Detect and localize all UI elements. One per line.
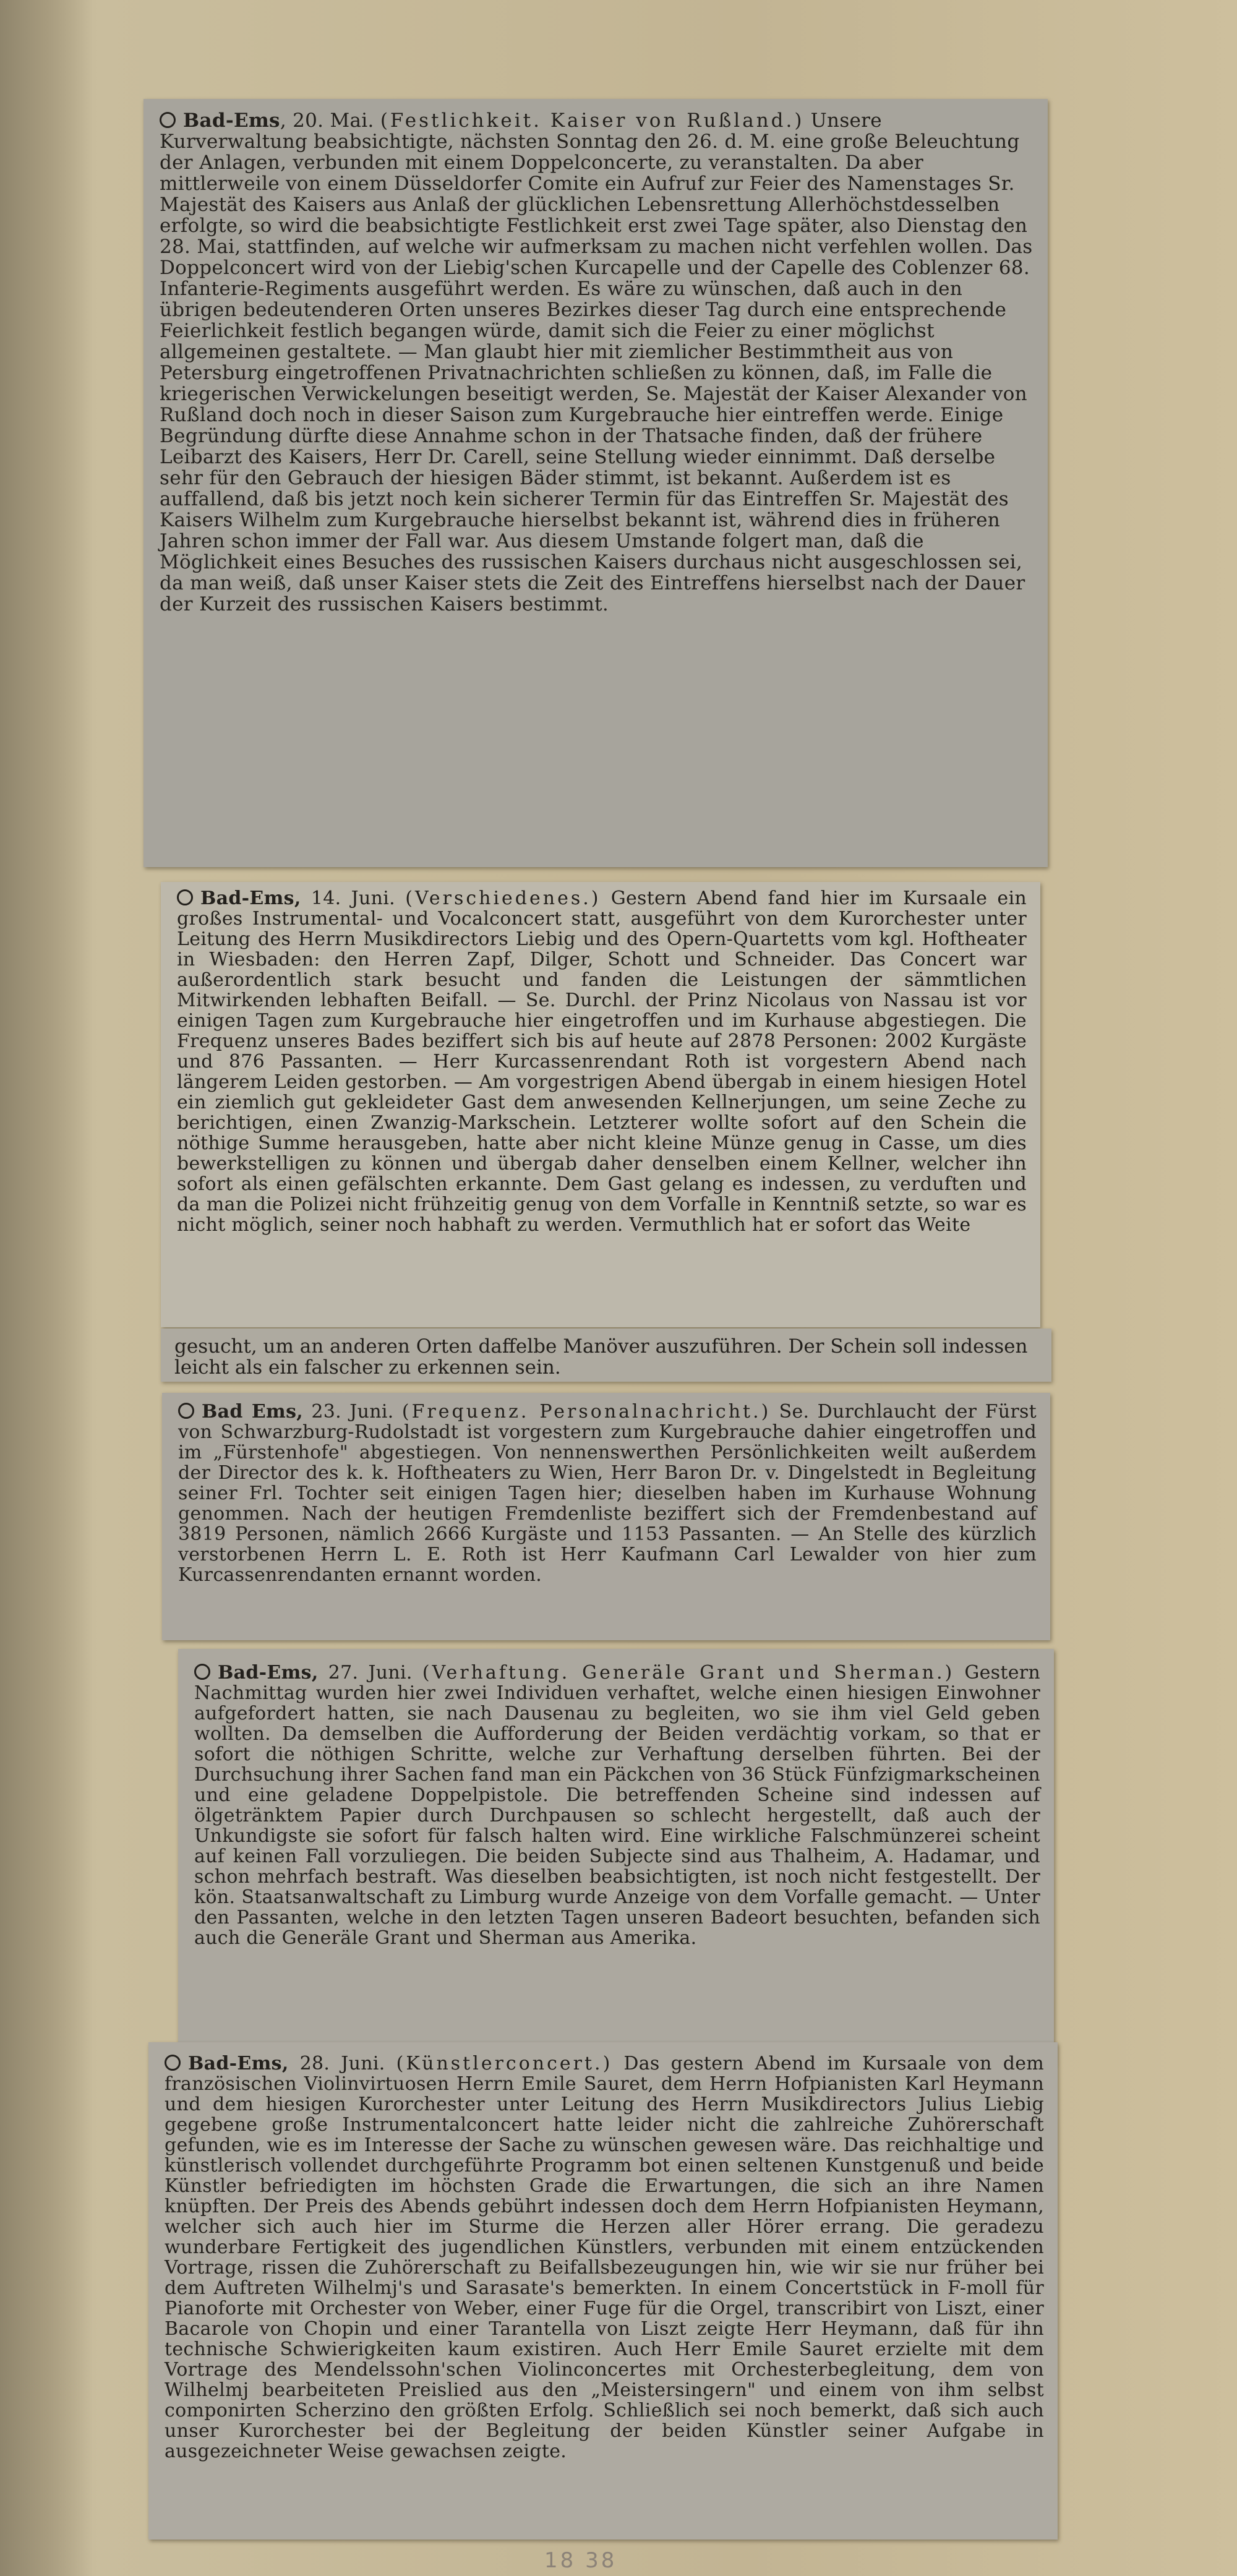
article-topic: (Frequenz. Personalnachricht.) (401, 1401, 771, 1423)
article-date: 27. Juni. (328, 1662, 413, 1684)
article-text (177, 888, 1027, 1235)
article-date: 20. Mai. (293, 109, 374, 132)
article-body: Das gestern Abend im Kursaale von dem französischen Violinvirtuosen Herrn Emile Sauret, dem Herrn Hofpianisten Karl Heymann und dem hiesigen Kurorchester unter Leitung des Herrn Musikdirectors Julius Liebig gegebene große Instrumentalconcert hatte leider nicht die zahlreiche Zuhörerschaft gefunden, wie es im Interesse der Sache zu wünschen gewesen wäre. Das reichhaltige und künstlerisch vollendet durchgeführte Programm bot einen seltenen Kunstgenuß und beide Künstler befriedigten im höchsten Grade die Erwartungen, die sich an ihre Namen knüpften. Der Preis des Abends gebührt indessen doch dem Herrn Hofpianisten Heymann, welcher sich auch hier im Sturme die Herzen aller Hörer errang. Die geradezu wunderbare Fertigkeit des jugendlichen Künstlers, verbunden mit einem entzückenden Vortrage, rissen die Zuhörerschaft zu Beifallsbezeugungen hin, wie wir sie nur früher bei dem Auftreten Wilhelmj's und Sarasate's bemerkten. In einem Concertstück in F-moll für Pianoforte mit Orchester von Weber, einer Fuge für die Orgel, transcribirt von Liszt, einer Bacarole von Chopin und einer Tarantella von Liszt zeigte Herr Heymann, daß für ihn technische Schwierigkeiten kaum existiren. Auch Herr Emile Sauret erzielte mit dem Vortrage des Mendelssohn'schen Violinconcertes mit Orchesterbegleitung, dem von Wilhelmj bearbeiteten Preislied aus den „Meistersingern" und einem von ihm selbst componirten Scherzino den größten Erfolg. Schließlich sei noch bemerkt, daß sich auch unser Kurorchester bei der Begleitung der beiden Künstler seiner Aufgabe in ausgezeichneter Weise gewachsen zeigte. (165, 2053, 1044, 2462)
article-location: Bad-Ems (183, 109, 280, 132)
article-topic: (Verschiedenes.) (405, 888, 601, 909)
article-text (165, 2053, 1044, 2462)
circle-marker-icon (165, 2055, 181, 2071)
circle-marker-icon (177, 889, 193, 905)
album-page-edge (0, 0, 93, 2576)
article-text: Bad-Ems, 20. Mai. (Festlichkeit. Kaiser von Rußland.) Unsere Kurverwaltung beabsichtigte, nächsten Sonntag den 26. d. M. eine große Beleuchtung der Anlagen, verbunden mit einem Doppelconcerte, zu veranstalten. Da aber mittlerweile von einem Düsseldorfer Comite ein Aufruf zur Feier des Namenstages Sr. Majestät des Kaisers aus Anlaß der glücklichen Lebensrettung Allerhöchstdesselben erfolgte, so wird die beabsichtigte Festlichkeit erst zwei Tage später, also Dienstag den 28. Mai, stattfinden, auf welche wir aufmerksam zu machen nicht verfehlen wollen. Das Doppelconcert wird von der Liebig'schen Kurcapelle und der Capelle des Coblenzer 68. Infanterie-Regiments ausgeführt werden. Es wäre zu wünschen, daß auch in den übrigen bedeutenderen Orten unseres Bezirkes dieser Tag durch eine entsprechende Feierlichkeit festlich begangen würde, damit sich die Feier zu einer möglichst allgemeinen gestaltete. — Man glaubt hier mit ziemlicher Bestimmtheit aus von Petersburg eingetroffenen Privatnachrichten schließen zu können, daß, im Falle die kriegerischen Verwickelungen beseitigt werden, Se. Majestät der Kaiser Alexander von Rußland doch noch in dieser Saison zum Kurgebrauche hier eintreffen werde. Einige Begründung dürfte diese Annahme schon in der Thatsache finden, daß der frühere Leibarzt des Kaisers, Herr Dr. Carell, seine Stellung wieder einnimmt. Daß derselbe sehr für den Gebrauch der hiesigen Bäder stimmt, ist bekannt. Außerdem ist es auffallend, daß bis jetzt noch kein sicherer Termin für das Eintreffen Sr. Majestät des Kaisers Wilhelm zum Kurgebrauche hierselbst bekannt ist, während dies in früheren Jahren schon immer der Fall war. Aus diesem Umstande folgert man, daß die Möglichkeit eines Besuches des russischen Kaisers durchaus nicht ausgeschlossen sei, da man weiß, daß unser Kaiser stets die Zeit des Eintreffens hierselbst nach der Dauer der Kurzeit des russischen Kaisers bestimmt. (160, 109, 1033, 615)
clipping-1 (143, 99, 1048, 867)
circle-marker-icon (178, 1403, 194, 1419)
article-topic: (Künstlerconcert.) (396, 2053, 613, 2074)
article-date: 23. Juni. (311, 1401, 394, 1423)
article-text (194, 1662, 1040, 1948)
article-location: Bad-Ems, (188, 2053, 289, 2074)
article-body: Unsere Kurverwaltung beabsichtigte, nächsten Sonntag den 26. d. M. eine große Beleuchtung der Anlagen, verbunden mit einem Doppelconcerte, zu veranstalten. Da aber mittlerweile von einem Düsseldorfer Comite ein Aufruf zur Feier des Namenstages Sr. Majestät des Kaisers aus Anlaß der glücklichen Lebensrettung Allerhöchstdesselben erfolgte, so wird die beabsichtigte Festlichkeit erst zwei Tage später, also Dienstag den 28. Mai, stattfinden, auf welche wir aufmerksam zu machen nicht verfehlen wollen. Das Doppelconcert wird von der Liebig'schen Kurcapelle und der Capelle des Coblenzer 68. Infanterie-Regiments ausgeführt werden. Es wäre zu wünschen, daß auch in den übrigen bedeutenderen Orten unseres Bezirkes dieser Tag durch eine entsprechende Feierlichkeit festlich begangen würde, damit sich die Feier zu einer möglichst allgemeinen gestaltete. — Man glaubt hier mit ziemlicher Bestimmtheit aus von Petersburg eingetroffenen Privatnachrichten schließen zu können, daß, im Falle die kriegerischen Verwickelungen beseitigt werden, Se. Majestät der Kaiser Alexander von Rußland doch noch in dieser Saison zum Kurgebrauche hier eintreffen werde. Einige Begründung dürfte diese Annahme schon in der Thatsache finden, daß der frühere Leibarzt des Kaisers, Herr Dr. Carell, seine Stellung wieder einnimmt. Daß derselbe sehr für den Gebrauch der hiesigen Bäder stimmt, ist bekannt. Außerdem ist es auffallend, daß bis jetzt noch kein sicherer Termin für das Eintreffen Sr. Majestät des Kaisers Wilhelm zum Kurgebrauche hierselbst bekannt ist, während dies in früheren Jahren schon immer der Fall war. Aus diesem Umstande folgert man, daß die Möglichkeit eines Besuches des russischen Kaisers durchaus nicht ausgeschlossen sei, da man weiß, daß unser Kaiser stets die Zeit des Eintreffens hierselbst nach der Dauer der Kurzeit des russischen Kaisers bestimmt. (160, 109, 1033, 615)
pencil-annotation: 18 38 (544, 2548, 617, 2573)
article-date: 14. Juni. (310, 888, 395, 909)
circle-marker-icon (160, 112, 176, 128)
article-body: Gestern Abend fand hier im Kursaale ein großes Instrumental- und Vocalconcert statt, ausgeführt von dem Kurorchester unter Leitung des Herrn Musikdirectors Liebig und des Opern-Quartetts vom kgl. Hoftheater in Wiesbaden: den Herren Zapf, Dilger, Schott und Schneider. Das Concert war außerordentlich stark besucht und fanden die Leistungen der sämmtlichen Mitwirkenden lebhaften Beifall. — Se. Durchl. der Prinz Nicolaus von Nassau ist vor einigen Tagen zum Kurgebrauche hier eingetroffen und im Kurhause abgestiegen. Die Frequenz unseres Bades beziffert sich bis auf heute auf 2878 Personen: 2002 Kurgäste und 876 Passanten. — Herr Kurcassenrendant Roth ist vorgestern Abend nach längerem Leiden gestorben. — Am vorgestrigen Abend übergab in einem hiesigen Hotel ein ziemlich gut gekleideter Gast dem anwesenden Kellnerjungen, um seine Zeche zu berichtigen, einen Zwanzig-Markschein. Letzterer wollte sofort auf den Schein die nöthige Summe herausgeben, hatte aber nicht kleine Münze genug in Casse, um dies bewerkstelligen zu können und übergab daher denselben einem Kellner, welcher ihn sofort als einen gefälschten erkannte. Dem Gast gelang es indessen, zu verduften und da man die Polizei nicht frühzeitig genug von dem Vorfalle in Kenntniß setzte, so war es nicht möglich, seiner noch habhaft zu werden. Vermuthlich hat er sofort das Weite (177, 888, 1027, 1236)
clipping-2 (161, 882, 1040, 1327)
article-location: Bad-Ems, (218, 1662, 319, 1684)
article-body: Gestern Nachmittag wurden hier zwei Individuen verhaftet, welche einen hiesigen Einwohner aufgefordert hatten, sie nach Dausenau zu begleiten, wo sie ihm viel Geld geben wollten. Da demselben die Aufforderung der Beiden verdächtig vorkam, so that er sofort die nöthigen Schritte, welche zur Verhaftung derselben führten. Bei der Durchsuchung ihrer Sachen fand man ein Päckchen von 36 Stück Fünfzigmarkscheinen und eine geladene Doppelpistole. Die betreffenden Scheine sind indessen auf ölgetränktem Papier durch Durchpausen so schlecht hergestellt, daß auch der Unkundigste sie sofort für falsch halten wird. Eine wirkliche Falschmünzerei scheint auf keinen Fall vorzuliegen. Die beiden Subjecte sind aus Thalheim, A. Hadamar, und schon mehrfach bestraft. Was dieselben beabsichtigten, ist noch nicht festgestellt. Der kön. Staatsanwaltschaft zu Limburg wurde Anzeige von dem Vorfalle gemacht. — Unter den Passanten, welche in den letzten Tagen unseren Badeort besuchten, befanden sich auch die Generäle Grant und Sherman aus Amerika. (194, 1662, 1041, 1949)
circle-marker-icon (194, 1664, 210, 1680)
article-location: Bad-Ems, (200, 888, 301, 909)
article-topic: (Festlichkeit. Kaiser von Rußland.) (380, 109, 805, 132)
article-date: 28. Juni. (299, 2053, 385, 2074)
article-text (178, 1401, 1037, 1585)
article-location: Bad Ems, (202, 1401, 304, 1423)
clipping-2-continuation (161, 1329, 1051, 1382)
clipping-4 (178, 1649, 1054, 2065)
article-body: Se. Durchlaucht der Fürst von Schwarzburg-Rudolstadt ist vorgestern zum Kurgebrauche dahier eingetroffen und im „Fürstenhofe" abgestiegen. Von nennenswerthen Persönlichkeiten weilt außerdem der Director des k. k. Hoftheaters zu Wien, Herr Baron Dr. v. Dingelstedt in Begleitung seiner Frl. Tochter seit einigen Tagen hier; dieselben haben im Kurhause Wohnung genommen. Nach der heutigen Fremdenliste beziffert sich der Fremdenbestand auf 3819 Personen, nämlich 2666 Kurgäste und 1153 Passanten. — An Stelle des kürzlich verstorbenen Herrn L. E. Roth ist Herr Kaufmann Carl Lewalder von hier zum Kurcassenrendanten ernannt worden. (178, 1401, 1037, 1586)
clipping-5 (148, 2042, 1058, 2540)
article-continuation: gesucht, um an anderen Orten daffelbe Manöver auszuführen. Der Schein soll indessen leicht als ein falscher zu erkennen sein. (174, 1335, 1028, 1379)
clipping-3 (162, 1393, 1050, 1640)
article-topic: (Verhaftung. Generäle Grant und Sherman.) (422, 1662, 955, 1684)
